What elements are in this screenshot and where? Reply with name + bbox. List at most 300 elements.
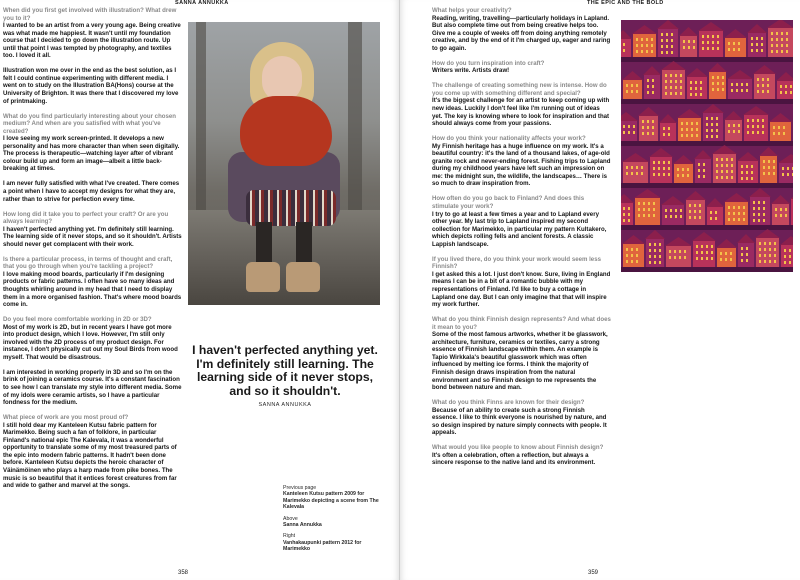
pattern-window <box>771 32 773 35</box>
pattern-ground <box>621 57 793 62</box>
pattern-window <box>652 120 654 123</box>
question: How do you think your nationality affects your work? <box>432 135 586 143</box>
pattern-window <box>757 78 759 81</box>
pattern-window <box>728 130 730 133</box>
pattern-window <box>741 171 743 174</box>
pattern-window <box>666 33 668 36</box>
pattern-window <box>706 245 708 248</box>
pattern-window <box>720 252 722 255</box>
pattern-window <box>674 250 676 253</box>
pattern-window <box>683 46 685 49</box>
pattern-window <box>716 158 718 161</box>
pattern-window <box>751 171 753 174</box>
pattern-window <box>728 206 730 209</box>
pattern-window <box>717 41 719 44</box>
pattern-window <box>786 32 788 35</box>
patterned-skirt <box>246 190 336 226</box>
pattern-window <box>623 125 625 128</box>
answer: My Finnish heritage has a huge influence on my work. It's a beautiful country: it's the land of a thousand lakes, of age-old granite rock and never-ending forest. Fishing trips to Lapland during my childhood years have left such an impression on me: the midnight sun, the wildlife, the landscapes… There is so much to draw inspiration from. <box>432 142 611 188</box>
pattern-window <box>733 124 735 127</box>
pattern-window <box>626 260 628 263</box>
pattern-ground <box>621 267 793 272</box>
pattern-house <box>660 123 676 141</box>
pattern-window <box>699 204 701 207</box>
pattern-window <box>681 134 683 137</box>
pattern-window <box>775 214 777 217</box>
pattern-window <box>771 50 773 53</box>
right-page <box>400 0 800 580</box>
pattern-window <box>631 172 633 175</box>
pattern-window <box>680 92 682 95</box>
pattern-window <box>680 80 682 83</box>
pattern-window <box>752 131 754 134</box>
pattern-window <box>706 129 708 132</box>
pattern-window <box>703 163 705 166</box>
pattern-window <box>652 79 654 82</box>
pattern-window <box>762 78 764 81</box>
pattern-window <box>700 93 702 96</box>
pattern-window <box>773 160 775 163</box>
pattern-window <box>773 172 775 175</box>
pattern-window <box>636 172 638 175</box>
pattern-window <box>628 207 630 210</box>
pattern-window <box>781 50 783 53</box>
question: If you lived there, do you think your work would seem less Finnish? <box>432 255 601 271</box>
pattern-window <box>706 117 708 120</box>
pattern-window <box>670 74 672 77</box>
pattern-window <box>626 254 628 257</box>
pattern-window <box>682 168 684 171</box>
pattern-window <box>641 38 643 41</box>
portrait-photo <box>188 22 380 305</box>
pattern-window <box>683 40 685 43</box>
pattern-window <box>761 49 763 52</box>
pattern-window <box>698 169 700 172</box>
pattern-window <box>643 208 645 211</box>
pattern-window <box>716 123 718 126</box>
caption-label: Right <box>283 533 296 540</box>
question: What piece of work are you most proud of? <box>3 414 129 422</box>
pattern-window <box>653 173 655 176</box>
pattern-window <box>787 167 789 170</box>
pattern-window <box>716 135 718 138</box>
pattern-window <box>746 165 748 168</box>
pattern-window <box>762 119 764 122</box>
pattern-window <box>767 78 769 81</box>
pattern-window <box>643 214 645 217</box>
pattern-window <box>694 210 696 213</box>
question: Do you feel more comfortable working in 2D or 3D? <box>3 316 152 324</box>
caption-text: Kanteleen Kutsu pattern 2009 for Marimekko depicting a scene from The Kalevala <box>283 491 379 511</box>
pattern-window <box>778 132 780 135</box>
pattern-window <box>782 167 784 170</box>
pattern-window <box>776 38 778 41</box>
pattern-window <box>726 158 728 161</box>
pattern-window <box>626 172 628 175</box>
pattern-window <box>677 174 679 177</box>
pattern-window <box>623 219 625 222</box>
pattern-window <box>730 258 732 261</box>
question: What would you like people to know about Finnish design? <box>432 444 604 452</box>
interview-column-left <box>3 7 183 497</box>
pattern-window <box>651 38 653 41</box>
pattern-window <box>641 166 643 169</box>
caption <box>283 516 383 529</box>
pattern-window <box>696 134 698 137</box>
pattern-window <box>764 242 766 245</box>
pattern-window <box>769 242 771 245</box>
pattern-window <box>641 44 643 47</box>
pattern-window <box>636 90 638 93</box>
qa-block <box>432 195 611 248</box>
question: When did you first get involved with illustration? What drew you to it? <box>3 7 177 22</box>
pattern-window <box>717 47 719 50</box>
pattern-window <box>642 132 644 135</box>
pattern-window <box>769 248 771 251</box>
pattern-window <box>653 161 655 164</box>
pattern-window <box>631 260 633 263</box>
pattern-window <box>747 125 749 128</box>
pattern-window <box>658 161 660 164</box>
pattern-window <box>781 38 783 41</box>
pattern-window <box>703 175 705 178</box>
answer: Writers write. Artists draw! <box>432 67 510 75</box>
qa-block <box>3 316 183 361</box>
pattern-window <box>643 202 645 205</box>
pattern-window <box>623 213 625 216</box>
pattern-window <box>731 170 733 173</box>
pattern-window <box>763 219 765 222</box>
pattern-window <box>720 258 722 261</box>
pattern-window <box>690 87 692 90</box>
pattern-window <box>711 135 713 138</box>
pattern-window <box>780 214 782 217</box>
pattern-window <box>707 41 709 44</box>
pattern-window <box>731 83 733 86</box>
qa-block <box>3 7 183 60</box>
pattern-window <box>764 260 766 263</box>
pull-quote-attribution: SANNA ANNUKKA <box>258 402 312 408</box>
pattern-window <box>756 43 758 46</box>
pattern-window <box>654 249 656 252</box>
pattern-window <box>687 168 689 171</box>
pattern-window <box>741 89 743 92</box>
qa-block <box>3 256 183 309</box>
pattern-window <box>642 120 644 123</box>
pattern-window <box>789 255 791 258</box>
pattern-window <box>757 84 759 87</box>
pattern-house <box>717 248 736 267</box>
pattern-window <box>785 85 787 88</box>
pattern-window <box>768 166 770 169</box>
pattern-window <box>631 254 633 257</box>
pattern-window <box>746 89 748 92</box>
pattern-window <box>631 84 633 87</box>
pattern-window <box>786 44 788 47</box>
pattern-window <box>651 50 653 53</box>
pattern-window <box>728 212 730 215</box>
pattern-window <box>710 217 712 220</box>
pattern-window <box>652 91 654 94</box>
pattern-window <box>738 212 740 215</box>
pattern-window <box>726 170 728 173</box>
pattern-window <box>647 126 649 129</box>
pattern-window <box>751 43 753 46</box>
pattern-window <box>775 208 777 211</box>
pattern-window <box>738 130 740 133</box>
qa-block <box>432 135 611 188</box>
pattern-window <box>691 134 693 137</box>
pattern-window <box>784 249 786 252</box>
pattern-window <box>623 43 625 46</box>
pattern-window <box>663 173 665 176</box>
answer: Some of the most famous artworks, whether it be glasswork, architecture, furniture, ceramics or textiles, carry a strong essence of Finnish landscape within them. An example is Tapio Wirkkala's beautiful glasswork which was often influenced by melting ice forms. I think the majority of Finnish design draws inspiration from the natural environment and so Finnish design to me represents the bond between nature and man. <box>432 331 608 392</box>
pattern-window <box>688 46 690 49</box>
pattern-window <box>691 128 693 131</box>
pattern-window <box>665 74 667 77</box>
pattern-window <box>717 35 719 38</box>
pattern-window <box>706 123 708 126</box>
pattern-window <box>647 91 649 94</box>
pattern-window <box>665 209 667 212</box>
pattern-window <box>769 260 771 263</box>
pattern-window <box>785 214 787 217</box>
pattern-window <box>682 174 684 177</box>
pattern-window <box>647 85 649 88</box>
pattern-window <box>669 250 671 253</box>
pattern-window <box>786 38 788 41</box>
pattern-window <box>663 167 665 170</box>
pattern-window <box>636 38 638 41</box>
pattern-window <box>659 249 661 252</box>
pattern-window <box>731 158 733 161</box>
pattern-window <box>670 80 672 83</box>
qa-block <box>3 369 183 407</box>
pattern-window <box>711 245 713 248</box>
pattern-window <box>680 215 682 218</box>
pattern-ground <box>621 183 793 188</box>
pattern-window <box>699 216 701 219</box>
pattern-window <box>738 124 740 127</box>
pattern-window <box>711 129 713 132</box>
pattern-window <box>633 131 635 134</box>
pattern-window <box>741 177 743 180</box>
pattern-window <box>768 160 770 163</box>
qa-block <box>3 414 183 489</box>
pattern-window <box>756 37 758 40</box>
pattern-window <box>743 212 745 215</box>
pattern-window <box>725 252 727 255</box>
pattern-window <box>758 219 760 222</box>
pattern-window <box>688 40 690 43</box>
pattern-house <box>674 164 693 183</box>
pattern-window <box>773 132 775 135</box>
page-number: 359 <box>588 570 599 576</box>
answer: It's often a celebration, often a reflection, but always a sincere response to the native land and its environment. <box>432 451 596 467</box>
pattern-window <box>663 133 665 136</box>
pattern-window <box>722 88 724 91</box>
pattern-window <box>781 44 783 47</box>
pattern-window <box>780 208 782 211</box>
qa-block <box>432 444 611 467</box>
pattern-window <box>628 213 630 216</box>
pattern-window <box>751 177 753 180</box>
pattern-window <box>758 213 760 216</box>
pattern-window <box>774 242 776 245</box>
answer: Reading, writing, travelling—particularly holidays in Lapland. But also complete time out from being creative helps too. Give me a couple of weeks off from doing anything remotely creative, and by the end of it I'm charged up, eager and raring to go again. <box>432 14 611 52</box>
pattern-window <box>699 210 701 213</box>
pattern-window <box>712 47 714 50</box>
pattern-window <box>696 128 698 131</box>
pattern-window <box>792 173 793 176</box>
qa-block <box>432 60 611 75</box>
pattern-window <box>649 243 651 246</box>
pattern-house <box>777 81 793 99</box>
pattern-window <box>636 254 638 257</box>
pattern-window <box>628 219 630 222</box>
pattern-window <box>641 172 643 175</box>
pattern-window <box>731 164 733 167</box>
pattern-window <box>776 50 778 53</box>
pattern-window <box>774 254 776 257</box>
pattern-window <box>696 245 698 248</box>
pattern-window <box>773 126 775 129</box>
caption-label: Above <box>283 515 298 522</box>
qa-block <box>432 7 611 52</box>
pattern-window <box>759 254 761 257</box>
pattern-window <box>626 90 628 93</box>
pattern-window <box>700 87 702 90</box>
pattern-window <box>784 261 786 264</box>
pattern-window <box>741 83 743 86</box>
pattern-window <box>716 129 718 132</box>
pull-quote: I haven't perfected anything yet. I'm definitely still learning. The learning side of it never stops, and so it shouldn't. <box>192 343 378 398</box>
pattern-window <box>680 74 682 77</box>
pattern-window <box>661 51 663 54</box>
pattern-window <box>659 261 661 264</box>
pattern-window <box>671 45 673 48</box>
pattern-window <box>716 170 718 173</box>
pattern-window <box>759 260 761 263</box>
pattern-window <box>780 85 782 88</box>
pattern-window <box>721 164 723 167</box>
pattern-window <box>652 126 654 129</box>
pattern-window <box>693 46 695 49</box>
pattern-window <box>710 211 712 214</box>
pattern-window <box>687 174 689 177</box>
pattern-window <box>659 243 661 246</box>
pattern-window <box>675 92 677 95</box>
pattern-window <box>712 41 714 44</box>
pattern-window <box>690 81 692 84</box>
boot <box>246 262 280 292</box>
pattern-window <box>746 259 748 262</box>
pattern-window <box>716 164 718 167</box>
question: Is there a particular process, in terms of thought and craft, that you go through when you're tackling a project? <box>3 255 173 271</box>
answer: I get asked this a lot. I just don't know. Sure, living in England means I can be in a bit of a romantic bubble with my representations of Finland. I'd like to buy a cottage in Lapland one day. But I can only imagine that that will inspire my work further. <box>432 270 611 309</box>
pattern-window <box>663 127 665 130</box>
qa-block <box>3 113 183 173</box>
pattern-window <box>633 125 635 128</box>
qa-block <box>432 82 611 127</box>
pattern-window <box>684 256 686 259</box>
pattern-window <box>641 50 643 53</box>
pattern-window <box>631 90 633 93</box>
pattern-window <box>636 44 638 47</box>
pattern-window <box>741 165 743 168</box>
pattern-window <box>716 176 718 179</box>
pattern-window <box>698 163 700 166</box>
pattern-window <box>661 33 663 36</box>
textile-pattern <box>621 20 793 272</box>
pattern-window <box>762 131 764 134</box>
caption <box>283 485 383 511</box>
pattern-window <box>728 124 730 127</box>
pattern-window <box>675 209 677 212</box>
running-head: THE EPIC AND THE BOLD <box>587 0 664 6</box>
pattern-window <box>728 218 730 221</box>
pattern-window <box>785 208 787 211</box>
caption <box>283 533 383 552</box>
pattern-window <box>666 39 668 42</box>
pattern-window <box>652 132 654 135</box>
pattern-window <box>701 257 703 260</box>
pattern-window <box>626 84 628 87</box>
pattern-window <box>648 214 650 217</box>
pattern-window <box>776 44 778 47</box>
pattern-window <box>751 37 753 40</box>
pattern-window <box>757 131 759 134</box>
pattern-window <box>769 254 771 257</box>
pattern-window <box>762 90 764 93</box>
pattern-window <box>675 86 677 89</box>
pattern-window <box>695 93 697 96</box>
pattern-window <box>689 204 691 207</box>
pattern-window <box>654 243 656 246</box>
pattern-window <box>654 261 656 264</box>
pattern-window <box>665 215 667 218</box>
pattern-window <box>668 133 670 136</box>
pattern-window <box>706 135 708 138</box>
pattern-window <box>785 91 787 94</box>
pattern-window <box>711 123 713 126</box>
pattern-window <box>674 256 676 259</box>
pattern-window <box>763 207 765 210</box>
pattern-window <box>759 248 761 251</box>
pattern-window <box>696 257 698 260</box>
pattern-window <box>638 208 640 211</box>
pattern-window <box>717 82 719 85</box>
pattern-window <box>712 35 714 38</box>
pattern-window <box>694 204 696 207</box>
captions <box>283 485 383 558</box>
pattern-window <box>728 42 730 45</box>
tree-trunk <box>348 22 362 212</box>
pattern-window <box>631 248 633 251</box>
pattern-window <box>792 167 793 170</box>
pattern-window <box>665 80 667 83</box>
running-head: SANNA ANNUKKA <box>175 0 229 6</box>
pattern-window <box>651 44 653 47</box>
pattern-window <box>717 88 719 91</box>
pattern-window <box>675 80 677 83</box>
pattern-window <box>761 37 763 40</box>
pattern-window <box>782 173 784 176</box>
pattern-window <box>636 248 638 251</box>
pattern-window <box>784 255 786 258</box>
pattern-window <box>733 130 735 133</box>
house-pattern-illustration <box>621 20 793 272</box>
